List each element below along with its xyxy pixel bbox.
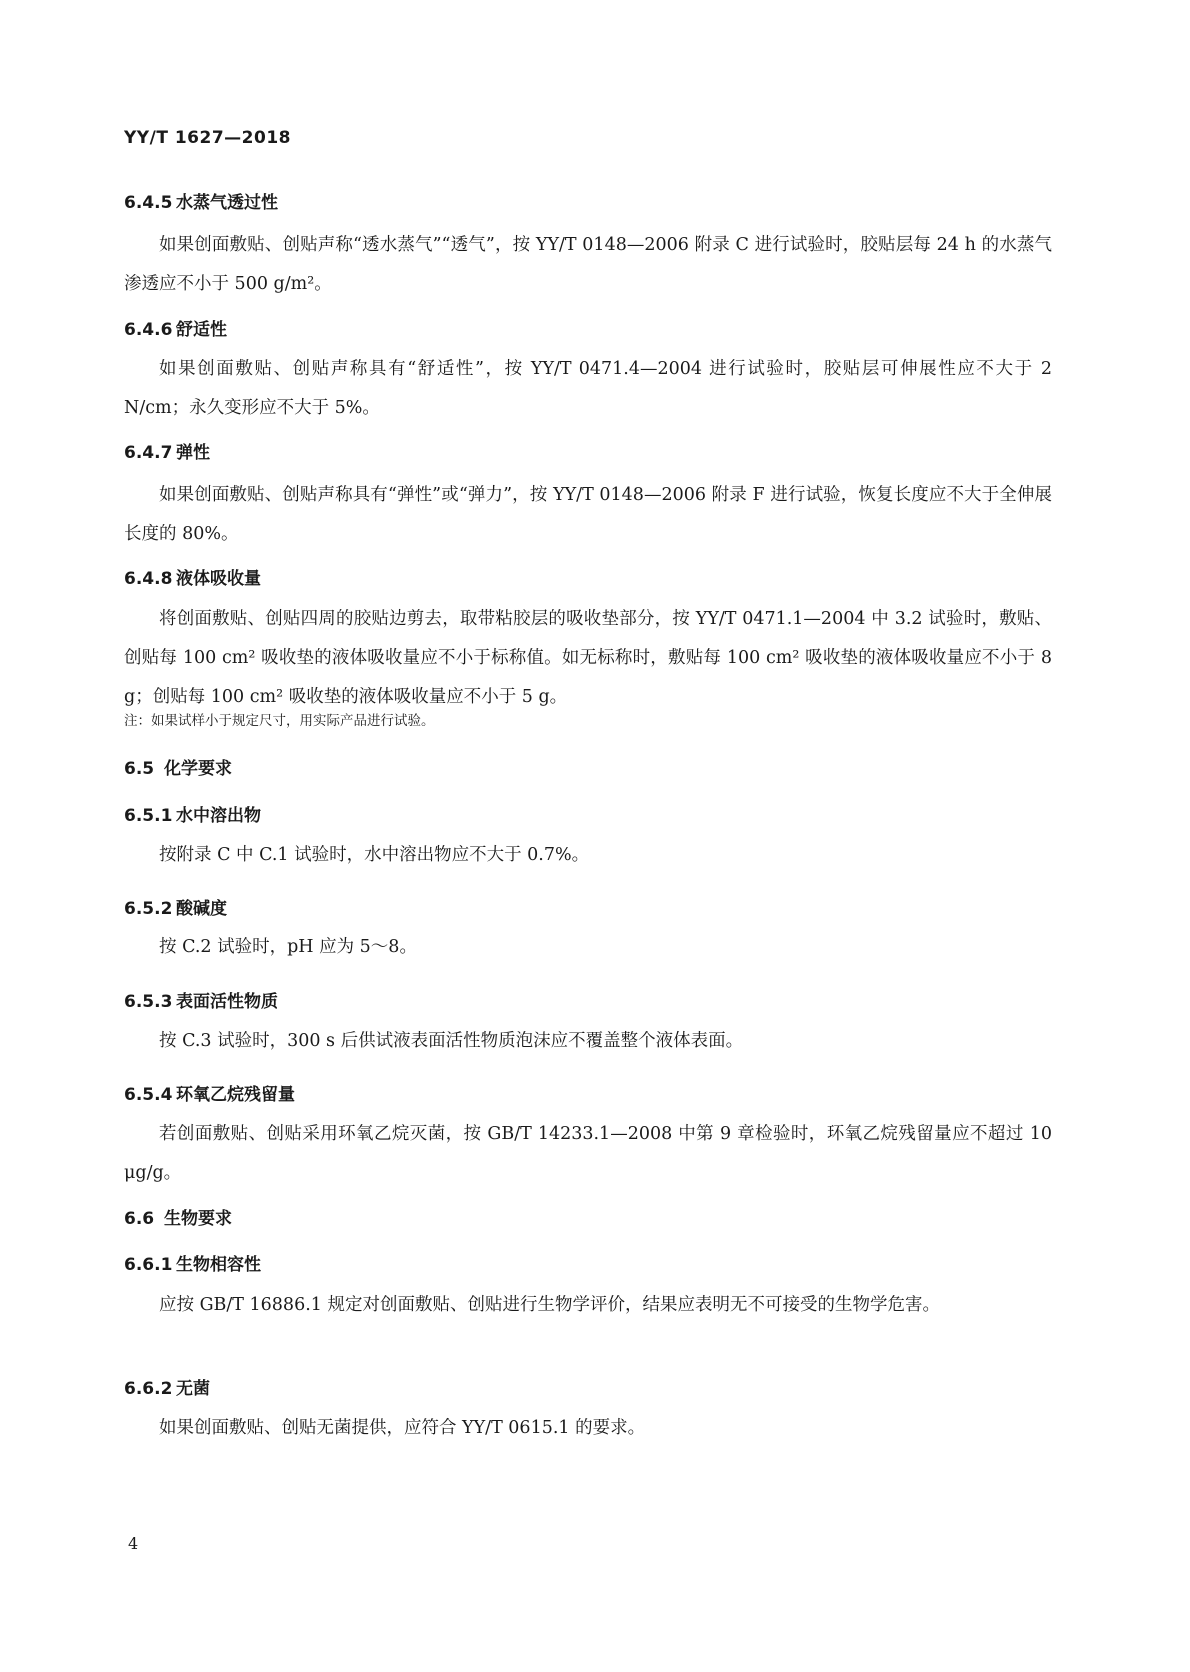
note: 注：如果试样小于规定尺寸，用实际产品进行试验。 <box>124 713 435 729</box>
paragraph: 按 C.3 试验时，300 s 后供试液表面活性物质泡沫应不覆盖整个液体表面。 <box>159 1031 744 1051</box>
section-heading-6-5-4 <box>124 1080 295 1105</box>
section-heading-6-5-1 <box>124 801 261 826</box>
section-heading-6-4-6 <box>124 315 227 340</box>
paragraph: 如果创面敷贴、创贴无菌提供，应符合 YY/T 0615.1 的要求。 <box>159 1418 646 1438</box>
section-title: 生物相容性 <box>176 1255 261 1275</box>
section-number: 6.6.2 <box>124 1379 173 1399</box>
section-title: 弹性 <box>176 443 210 463</box>
section-number: 6.4.5 <box>124 193 173 213</box>
section-number: 6.5.4 <box>124 1085 173 1105</box>
section-body-6-6-1 <box>124 1286 1052 1325</box>
section-heading-6-4-5 <box>124 188 278 213</box>
section-heading-6-6-1 <box>124 1250 261 1275</box>
section-body-6-6-2 <box>124 1409 1052 1448</box>
section-number: 6.4.6 <box>124 320 173 340</box>
section-body-6-5-2 <box>124 928 1052 967</box>
paragraph: 若创面敷贴、创贴采用环氧乙烷灭菌，按 GB/T 14233.1—2008 中第 9 章检验时，环氧乙烷残留量应不超过 10 μg/g。 <box>124 1124 1052 1183</box>
section-heading-6-4-8 <box>124 564 261 589</box>
section-title: 环氧乙烷残留量 <box>176 1085 295 1105</box>
paragraph: 如果创面敷贴、创贴声称“透水蒸气”“透气”，按 YY/T 0148—2006 附录 C 进行试验时，胶贴层每 24 h 的水蒸气渗透应不小于 500 g/m²。 <box>124 235 1052 294</box>
section-heading-6-5-3 <box>124 987 278 1012</box>
section-title: 酸碱度 <box>176 899 227 919</box>
section-number: 6.4.7 <box>124 443 173 463</box>
standard-code: YY/T 1627—2018 <box>124 128 291 148</box>
section-number: 6.6 <box>124 1209 155 1229</box>
section-number: 6.5.3 <box>124 992 173 1012</box>
section-body-6-4-5 <box>124 226 1052 304</box>
section-number: 6.6.1 <box>124 1255 173 1275</box>
section-number: 6.5 <box>124 759 155 779</box>
page-number: 4 <box>128 1534 139 1553</box>
section-heading-6-6 <box>124 1204 232 1229</box>
paragraph: 按附录 C 中 C.1 试验时，水中溶出物应不大于 0.7%。 <box>159 845 590 865</box>
paragraph: 将创面敷贴、创贴四周的胶贴边剪去，取带粘胶层的吸收垫部分，按 YY/T 0471.1—2004 中 3.2 试验时，敷贴、创贴每 100 cm² 吸收垫的液体吸收量应不小于标称值。如无标称时，敷贴每 100 cm² 吸收垫的液体吸收量应不小于 8 g；创贴每 100 cm² 吸收垫的液体吸收量应不小于 5 g。 <box>124 609 1052 707</box>
section-body-6-4-7 <box>124 476 1052 554</box>
section-number: 6.5.2 <box>124 899 173 919</box>
section-number: 6.5.1 <box>124 806 173 826</box>
section-title: 无菌 <box>176 1379 210 1399</box>
paragraph: 如果创面敷贴、创贴声称具有“舒适性”，按 YY/T 0471.4—2004 进行试验时，胶贴层可伸展性应不大于 2 N/cm；永久变形应不大于 5%。 <box>124 359 1052 418</box>
section-body-6-5-3 <box>124 1022 1052 1061</box>
section-number: 6.4.8 <box>124 569 173 589</box>
section-body-6-5-1 <box>124 836 1052 875</box>
section-title: 液体吸收量 <box>176 569 261 589</box>
section-heading-6-5-2 <box>124 894 227 919</box>
section-heading-6-5 <box>124 754 232 779</box>
section-title: 生物要求 <box>164 1209 232 1229</box>
section-body-6-4-8 <box>124 600 1052 717</box>
section-title: 水蒸气透过性 <box>176 193 278 213</box>
paragraph: 如果创面敷贴、创贴声称具有“弹性”或“弹力”，按 YY/T 0148—2006 附录 F 进行试验，恢复长度应不大于全伸展长度的 80%。 <box>124 485 1052 544</box>
section-title: 水中溶出物 <box>176 806 261 826</box>
section-heading-6-6-2 <box>124 1374 210 1399</box>
section-heading-6-4-7 <box>124 438 210 463</box>
section-body-6-4-6 <box>124 350 1052 428</box>
paragraph: 按 C.2 试验时，pH 应为 5～8。 <box>159 937 417 957</box>
section-title: 表面活性物质 <box>176 992 278 1012</box>
paragraph: 应按 GB/T 16886.1 规定对创面敷贴、创贴进行生物学评价，结果应表明无不可接受的生物学危害。 <box>159 1295 940 1315</box>
section-title: 舒适性 <box>176 320 227 340</box>
section-title: 化学要求 <box>164 759 232 779</box>
section-body-6-5-4 <box>124 1115 1052 1193</box>
